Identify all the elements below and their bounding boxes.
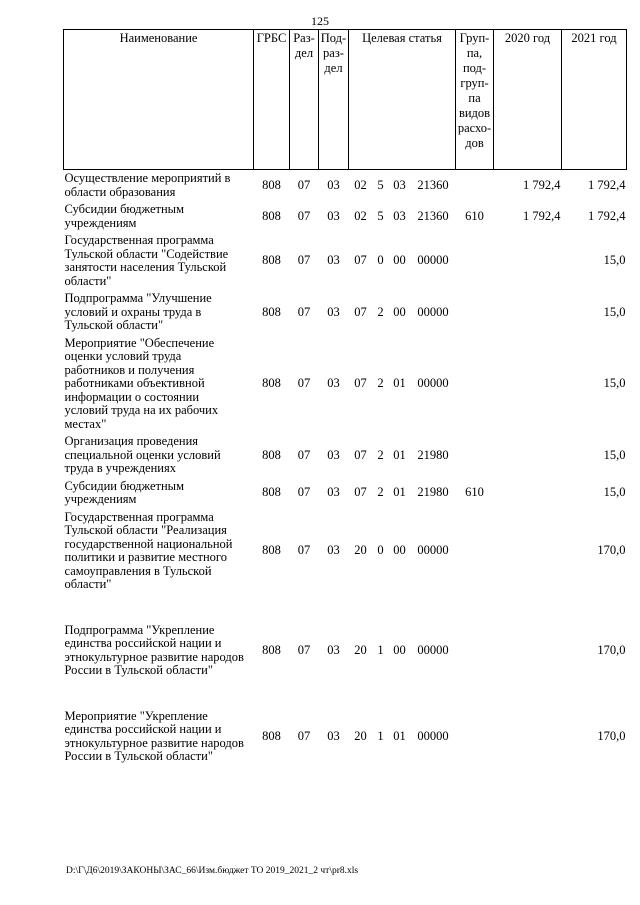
page-number: 125 [311, 14, 329, 28]
table-header [64, 30, 627, 170]
table-cell-podrazdel: 03 [327, 253, 340, 268]
table-cell-direction: 00000 [417, 543, 449, 558]
table-cell-2020 [494, 232, 562, 290]
table-cell-event: 01 [393, 728, 406, 743]
table-cell-subprogram: 2 [377, 447, 384, 462]
table-cell-razdel: 07 [297, 447, 311, 462]
header-expense-group: Груп- па, под- груп- па видов расхо- дов [456, 30, 494, 170]
table-cell-grbs: 808 [262, 485, 281, 500]
table-cell-grbs: 808 [262, 208, 281, 223]
table-cell-grbs: 808 [262, 728, 281, 743]
table-cell-podrazdel: 03 [327, 642, 340, 657]
table-cell-2021: 15,0 [603, 485, 626, 500]
table-cell-subprogram: 0 [377, 253, 384, 268]
table-cell-event: 03 [393, 177, 406, 192]
spacer-cell [64, 594, 627, 622]
table-cell-program: 02 [354, 208, 367, 223]
table-cell-grbs: 808 [262, 543, 281, 558]
table-cell-direction: 00000 [417, 642, 449, 657]
table-row [64, 433, 627, 478]
table-cell-grbs: 808 [262, 253, 281, 268]
table-cell-program: 20 [354, 728, 367, 743]
table-cell-event: 00 [393, 642, 406, 657]
table-cell-grbs: 808 [262, 642, 281, 657]
table-cell-event: 03 [393, 208, 406, 223]
table-cell-direction: 21980 [417, 447, 449, 462]
table-cell-2021: 1 792,4 [588, 208, 626, 223]
table-row [64, 335, 627, 434]
table-cell-grbs: 808 [262, 304, 281, 319]
table-row [64, 232, 627, 290]
table-cell-name: Мероприятие "Укрепление единства российской нации и этнокультурное развитие народов России в Тульской области" [64, 708, 244, 763]
table-cell-name: Подпрограмма "Улучшение условий и охраны труда в Тульской области" [64, 291, 212, 332]
table-cell-2021: 15,0 [603, 376, 626, 390]
table-row [64, 478, 627, 509]
table-cell-razdel: 07 [297, 208, 311, 223]
table-cell-subprogram: 5 [377, 177, 384, 192]
table-cell-podrazdel: 03 [327, 728, 340, 743]
table-cell-razdel: 07 [297, 304, 311, 319]
table-cell-2021: 170,0 [597, 642, 626, 657]
table-body [64, 170, 627, 766]
table-cell-2020 [494, 622, 562, 680]
file-path-footer: D:\Г\Д6\2019\ЗАКОНЫ\ЗАС_66\Изм.бюджет ТО 2019_2021_2 чт\pr8.xls [66, 866, 359, 876]
table-cell-razdel: 07 [297, 376, 311, 390]
table-cell-program: 07 [354, 485, 367, 500]
table-cell-event: 00 [393, 543, 406, 558]
table-cell-name: Осуществление мероприятий в области образования [64, 171, 231, 199]
table-cell-2020 [494, 433, 562, 478]
table-cell-program: 07 [354, 253, 367, 268]
table-cell-subprogram: 1 [377, 728, 384, 743]
table-cell-expense-type: 610 [465, 208, 484, 223]
table-cell-2020 [494, 335, 562, 434]
table-row [64, 509, 627, 594]
header-name: Наименование [64, 30, 254, 170]
table-cell-grbs: 808 [262, 447, 281, 462]
table-row [64, 170, 627, 202]
table-cell-razdel: 07 [297, 253, 311, 268]
table-cell-razdel: 07 [297, 543, 311, 558]
header-target-article: Целевая статья [349, 30, 456, 170]
table-cell-expense-type [456, 509, 494, 594]
table-cell-name: Субсидии бюджетным учреждениям [64, 202, 184, 230]
table-cell-direction: 21980 [417, 485, 449, 500]
table-cell-expense-type: 610 [465, 485, 484, 500]
table-cell-direction: 00000 [417, 253, 449, 268]
header-razdel: Раз- дел [290, 30, 319, 170]
row-spacer [64, 594, 627, 622]
table-cell-subprogram: 2 [377, 485, 384, 500]
table-cell-podrazdel: 03 [327, 177, 340, 192]
header-2020: 2020 год [494, 30, 562, 170]
table-cell-name: Организация проведения специальной оценки условий труда в учреждениях [64, 434, 221, 475]
table-cell-podrazdel: 03 [327, 208, 340, 223]
table-row [64, 622, 627, 680]
table-cell-grbs: 808 [262, 177, 281, 192]
table-cell-2020 [494, 478, 562, 509]
table-cell-program: 02 [354, 177, 367, 192]
table-row [64, 201, 627, 232]
table-cell-grbs: 808 [262, 376, 281, 390]
table-cell-2021: 170,0 [597, 543, 626, 558]
table-cell-expense-type [456, 622, 494, 680]
spacer-cell [64, 680, 627, 708]
table-cell-razdel: 07 [297, 177, 311, 192]
table-cell-event: 01 [393, 447, 406, 462]
table-cell-2021: 15,0 [603, 447, 626, 462]
header-2021: 2021 год [562, 30, 627, 170]
table-cell-podrazdel: 03 [327, 376, 340, 390]
table-cell-event: 01 [393, 376, 406, 390]
table-cell-2021: 170,0 [597, 728, 626, 743]
table-cell-subprogram: 5 [377, 208, 384, 223]
table-cell-2020 [494, 509, 562, 594]
table-cell-subprogram: 2 [377, 376, 384, 390]
table-cell-expense-type [456, 433, 494, 478]
table-cell-2020: 1 792,4 [523, 208, 561, 223]
table-cell-expense-type [456, 170, 494, 202]
table-cell-expense-type [456, 335, 494, 434]
row-spacer [64, 680, 627, 708]
table-cell-podrazdel: 03 [327, 485, 340, 500]
table-cell-subprogram: 2 [377, 304, 384, 319]
table-cell-direction: 00000 [417, 304, 449, 319]
table-cell-podrazdel: 03 [327, 304, 340, 319]
table-cell-expense-type [456, 232, 494, 290]
table-cell-2020 [494, 708, 562, 766]
header-podrazdel: Под- раз- дел [319, 30, 349, 170]
table-cell-program: 07 [354, 447, 367, 462]
table-cell-name: Государственная программа Тульской области "Содействие занятости населения Тульской области" [64, 233, 229, 288]
table-row [64, 290, 627, 335]
table-cell-2021: 1 792,4 [588, 177, 626, 192]
table-cell-podrazdel: 03 [327, 543, 340, 558]
table-cell-2020: 1 792,4 [523, 177, 561, 192]
budget-table [63, 29, 627, 766]
table-cell-program: 20 [354, 642, 367, 657]
table-cell-razdel: 07 [297, 642, 311, 657]
table-cell-direction: 00000 [417, 728, 449, 743]
table-cell-program: 07 [354, 376, 367, 390]
table-row [64, 708, 627, 766]
table-cell-name: Подпрограмма "Укрепление единства российской нации и этнокультурное развитие народов России в Тульской области" [64, 622, 244, 677]
table-cell-expense-type [456, 290, 494, 335]
table-cell-2020 [494, 290, 562, 335]
table-cell-program: 07 [354, 304, 367, 319]
header-grbs: ГРБС [254, 30, 290, 170]
table-cell-2021: 15,0 [603, 253, 626, 268]
table-cell-direction: 21360 [417, 208, 449, 223]
table-cell-name: Государственная программа Тульской области "Реализация государственной национальной политики и развитие местного самоуправления в Тульской области" [64, 509, 233, 591]
table-cell-razdel: 07 [297, 728, 311, 743]
table-cell-name: Мероприятие "Обеспечение оценки условий труда работников и получения работниками объективной информации о состоянии условий труда на их рабочих местах" [64, 335, 219, 431]
table-cell-direction: 00000 [417, 376, 449, 390]
table-cell-razdel: 07 [297, 485, 311, 500]
table-cell-subprogram: 1 [377, 642, 384, 657]
table-cell-subprogram: 0 [377, 543, 384, 558]
table-cell-expense-type [456, 708, 494, 766]
table-cell-event: 01 [393, 485, 406, 500]
table-cell-program: 20 [354, 543, 367, 558]
table-cell-event: 00 [393, 304, 406, 319]
table-cell-2021: 15,0 [603, 304, 626, 319]
table-cell-podrazdel: 03 [327, 447, 340, 462]
table-cell-event: 00 [393, 253, 406, 268]
table-cell-direction: 21360 [417, 177, 449, 192]
table-cell-name: Субсидии бюджетным учреждениям [64, 478, 184, 506]
